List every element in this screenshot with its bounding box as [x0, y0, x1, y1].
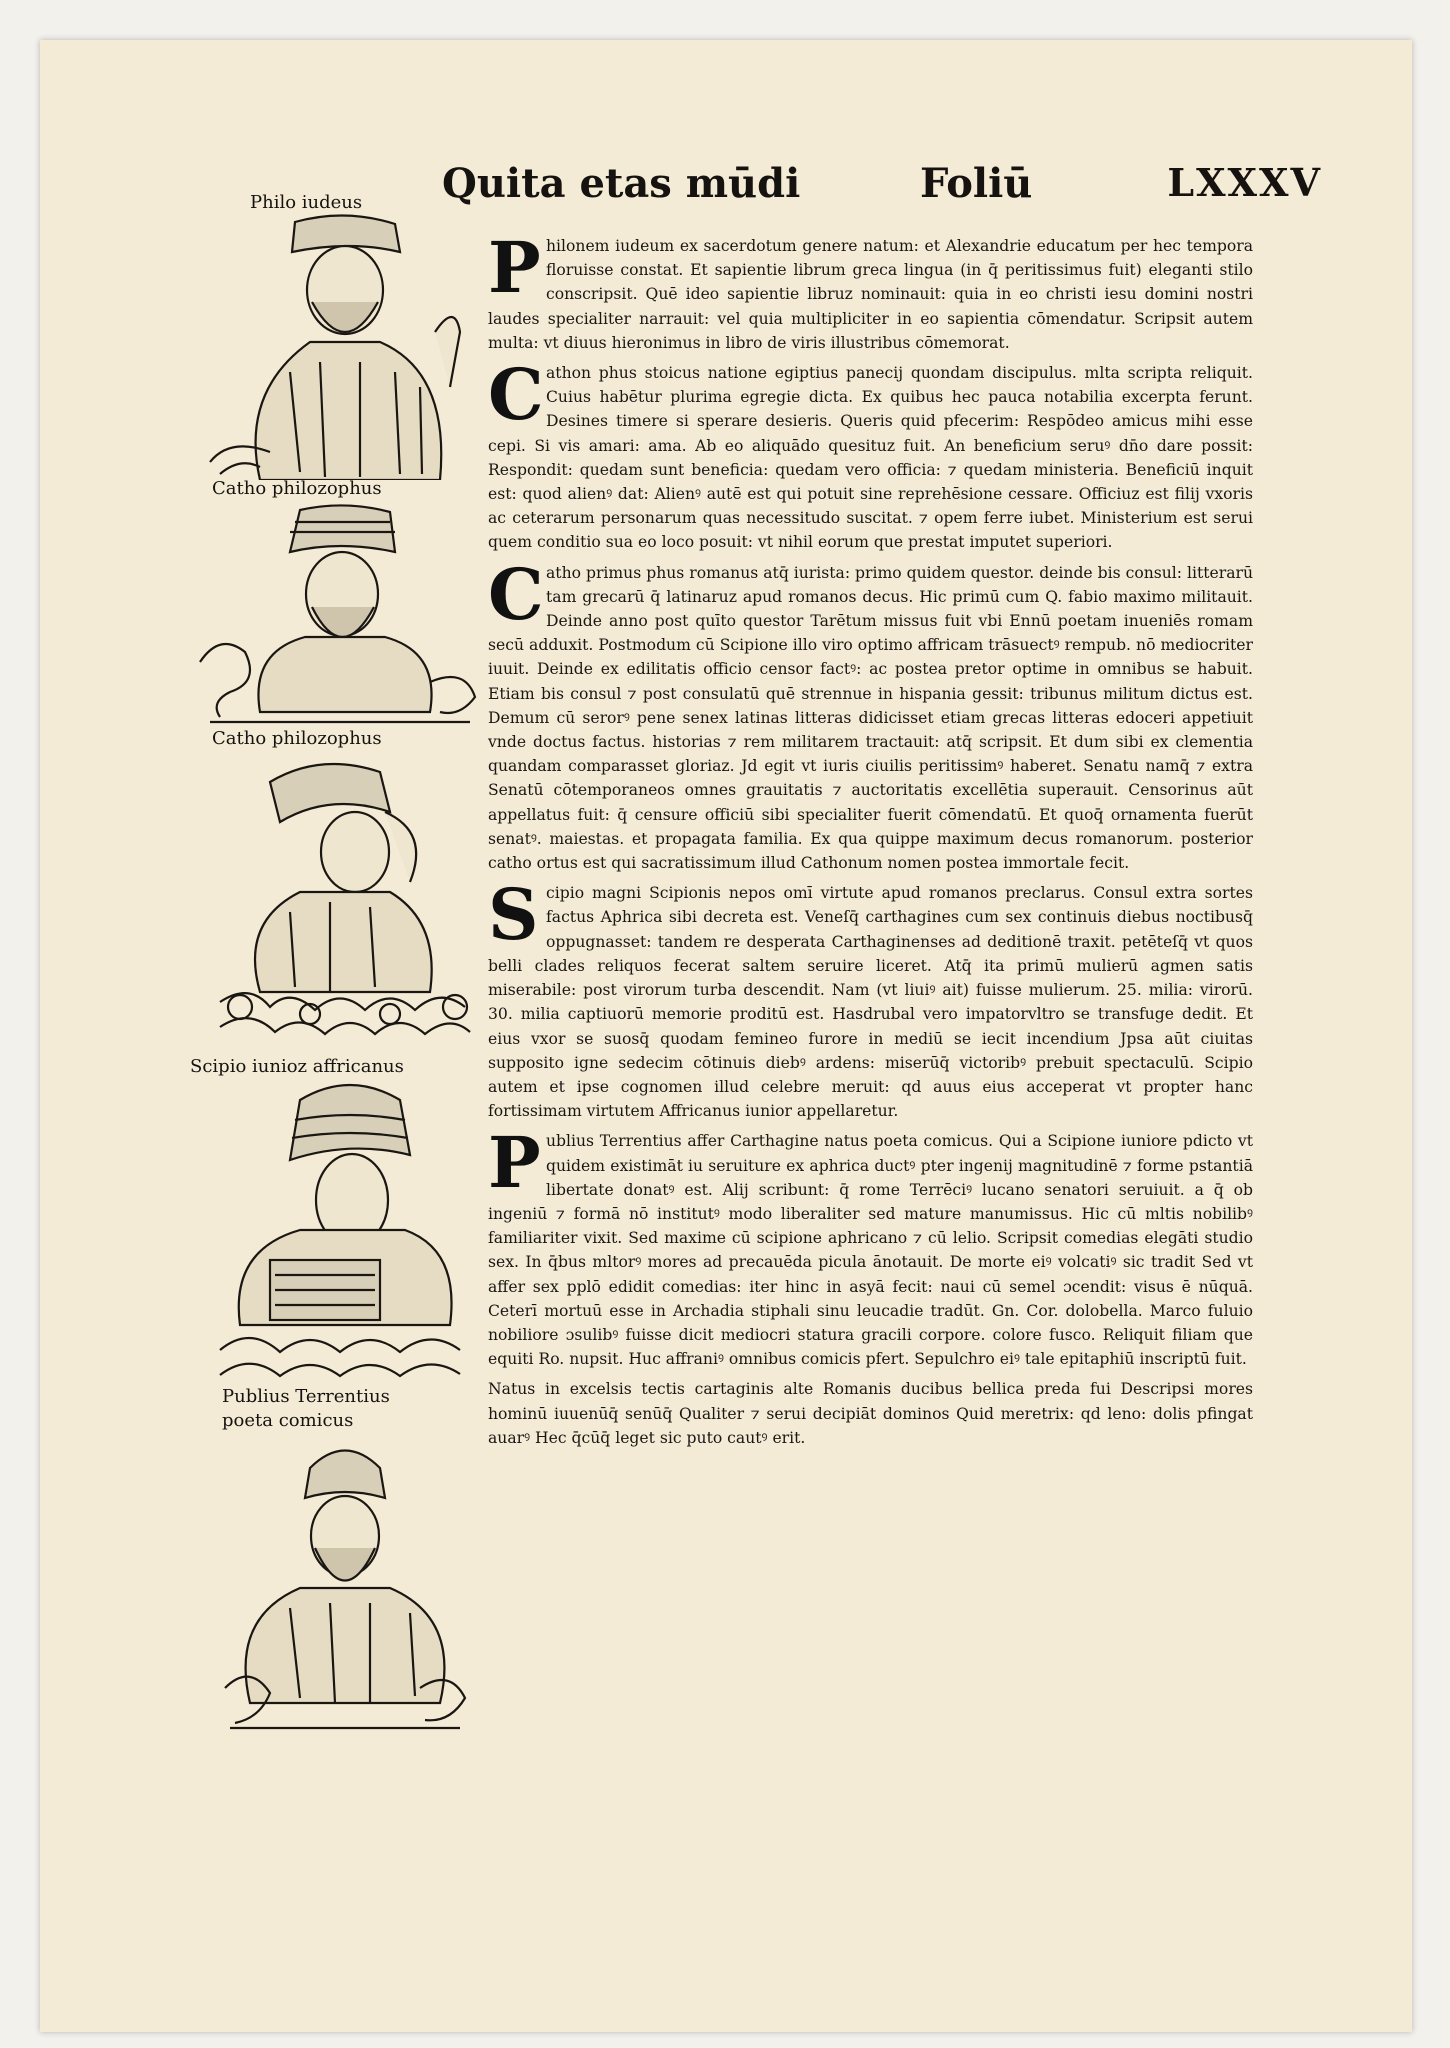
woodcut-portrait-catho-2 [190, 752, 490, 1052]
main-text-column [488, 226, 1253, 1456]
paragraph-cathon [488, 353, 1253, 555]
paragraph-text: atho primus phus romanus atq̄ iurista: primo quidem questor. deinde bis consul: litterarū tam grecarū q̄ latinaruz apud romanos decus. Hic primū cum Q. fabio maximo militauit. Deinde anno post quīto questor Tarētum missus fuit vbi Ennū poetam inueniēs romam secū adduxit. Postmodum cū Scipione illo viro optimo affricam trāsuectꝰ rempub. nō mediocriter iuuit. Deinde ex edilitatis officio censor factꝰ: ac postea pretor optime in omnibus se habuit. Etiam bis consul ⁊ post consulatū quē strennue in hispania gessit: tribunus militum dictus est. Demum cū serorꝰ pene senex latinas litteras didicisset etiam grecas litteras edoceri appetiuit vnde doctus factus. historias ⁊ rem militarem tractauit: atq̄ scripsit. Et dum sibi ex clementia quandam comparasset gloriaz. Jd egit vt iuris ciuilis peritissimꝰ haberet. Senatu namq̄ ⁊ extra Senatū cōtemporaneos omnes grauitatis ⁊ auctoritatis excellētia superauit. Censorinus aūt appellatus fuit: q̄ censure officiū sibi specialiter fuerit cōmendatū. Et quoq̄ ornamenta fuerūt senatꝰ. maiestas. et propagata familia. Ex qua quippe maximum decus romanorum. posterior catho ortus est qui sacratissimum illud Cathonum nomen postea immortale fecit. [488, 563, 1253, 873]
paragraph-epitaph [488, 1377, 1253, 1450]
drop-initial: S [488, 873, 539, 957]
page-header [420, 160, 1322, 220]
paragraph-catho [488, 552, 1253, 876]
paragraph-text: hilonem iudeum ex sacerdotum genere natum: et Alexandrie educatum per hec tempora floruisse constat. Et sapientie librum greca lingua (in q̄ peritissimus fuit) eleganti stilo conscripsit. Quē ideo sapientie libruz nominauit: quia in eo christi iesu domini nostri laudes specialiter narrauit: vel quia multipliciter in eo sapientia cōmendatur. Scripsit autem multa: vt diuus hieronimus in libro de viris illustribus cōmemorat. [488, 237, 1253, 352]
drop-initial: P [488, 1121, 541, 1205]
drop-initial: C [488, 552, 544, 636]
folio-label: Foliū [920, 160, 1033, 207]
woodcut-portrait-philo [200, 212, 490, 480]
portrait-label-catho-2: Catho philozophus [212, 728, 382, 749]
portrait-label-scipio: Scipio iunioz affricanus [190, 1056, 404, 1077]
portrait-label-terrentius-sub: poeta comicus [222, 1410, 354, 1431]
portrait-label-catho-1: Catho philozophus [212, 478, 382, 499]
running-title: Quita etas mūdi [442, 160, 801, 207]
woodcut-portrait-scipio [200, 1080, 480, 1385]
drop-initial: P [488, 226, 541, 309]
portrait-label-terrentius: Publius Terrentius [222, 1386, 390, 1407]
paragraph-terrentius [488, 1121, 1253, 1371]
paragraph-text: athon phus stoicus natione egiptius panecij quondam discipulus. mlta scripta reliquit. Cuius habētur plurima egregie dicta. Ex quibus hec pauca notabilia excerpta ferunt. Desines timere si sperare desieris. Queris quid pfecerim: Respōdeo amicus mihi esse cepi. Si vis amari: ama. Ab eo aliquādo quesituz fuit. An beneficium seruꝰ dn̄o dare possit: Respondit: quedam sunt beneficia: quedam vero officia: ⁊ quedam ministeria. Beneficiū inquit est: quod alienꝰ dat: Alienꝰ autē est qui potuit sine reprehēsione cessare. Officiuz est filij vxoris ac ceterarum personarum quas necessitudo suscitat. ⁊ opem ferre iubet. Ministerium est serui quem conditio sua eo loco posuit: vt nihil eorum que prestat imputet superiori. [488, 364, 1253, 552]
paper-sheet [40, 40, 1412, 2032]
folio-number: LXXXV [1167, 160, 1322, 205]
woodcut-portrait-catho-1 [190, 502, 490, 728]
drop-initial: C [488, 353, 544, 437]
paragraph-text: Natus in excelsis tectis cartaginis alte Romanis ducibus bellica preda fui Descripsi mores hominū iuuenūq̄ senūq̄ Qualiter ⁊ serui decipiāt dominos Quid meretrix: qd leno: dolis pfingat auarꝰ Hec q̄cūq̄ leget sic puto cautꝰ erit. [488, 1380, 1253, 1447]
paragraph-philo [488, 226, 1253, 355]
portrait-label-philo: Philo iudeus [250, 192, 363, 213]
woodcut-portrait-terrentius [210, 1438, 480, 1734]
paragraph-scipio [488, 873, 1253, 1123]
paragraph-text: cipio magni Scipionis nepos omī virtute apud romanos preclarus. Consul extra sortes factus Aphrica sibi decreta est. Veneſq̄ carthagines cum sex continuis diebus noctibusq̄ oppugnasset: tandem re desperata Carthaginenses ad deditionē traxit. petēteſq̄ vt quos belli clades reliquos fecerat saltem seruire liceret. Atq̄ ita primū mulierū agmen satis miserabile: post virorum turba descendit. Nam (vt liuiꝰ ait) fuisse mulierum. 25. milia: virorū. 30. milia captiuorū memorie proditū est. Hasdrubal vero impatorvltro se transfuge dedit. Et eius vxor se suosq̄ quodam femineo furore in mediū se iecit incendium Jpsa aūt ciuitas supposito igne sedecim cōtinuis diebꝰ ardens: miserūq̄ victoribꝰ prebuit spectaculū. Scipio autem et ipse cognomen illud celebre meruit: qd auus eius acceperat vt propter hanc fortissimam virtutem Affricanus iunior appellaretur. [488, 884, 1253, 1121]
paragraph-text: ublius Terrentius affer Carthagine natus poeta comicus. Qui a Scipione iuniore pdicto vt quidem existimāt iu seruiture ex aphrica ductꝰ pter ingenij magnitudinē ⁊ forme pstantiā libertate donatꝰ est. Alij scribunt: q̄ rome Terrēciꝰ lucano senatori seruiuit. a q̄ ob ingeniū ⁊ formā nō institutꝰ modo liberaliter sed mature manumissus. Hic cū mltis nobilibꝰ familiariter vixit. Sed maxime cū scipione aphricano ⁊ cū lelio. Scripsit comedias elegāti studio sex. In q̄bus mltorꝰ mores ad precauēda picula ānotauit. De morte eiꝰ volcatiꝰ sic tradit Sed vt affer sex pplō edidit comedias: iter hinc in asyā fecit: naui cū semel ɔcendit: visus ē nūquā. Ceterī mortuū esse in Archadia stiphali sinu leucadie tradūt. Gn. Cor. dolobella. Marco fuluio nobiliore ɔsulibꝰ fuisse dicit mediocri statura gracili corpore. colore fusco. Reliquit filiam que equiti Ro. nupsit. Huc affraniꝰ omnibus comicis pfert. Sepulchro eiꝰ tale epitaphiū inscriptū fuit. [488, 1132, 1253, 1369]
